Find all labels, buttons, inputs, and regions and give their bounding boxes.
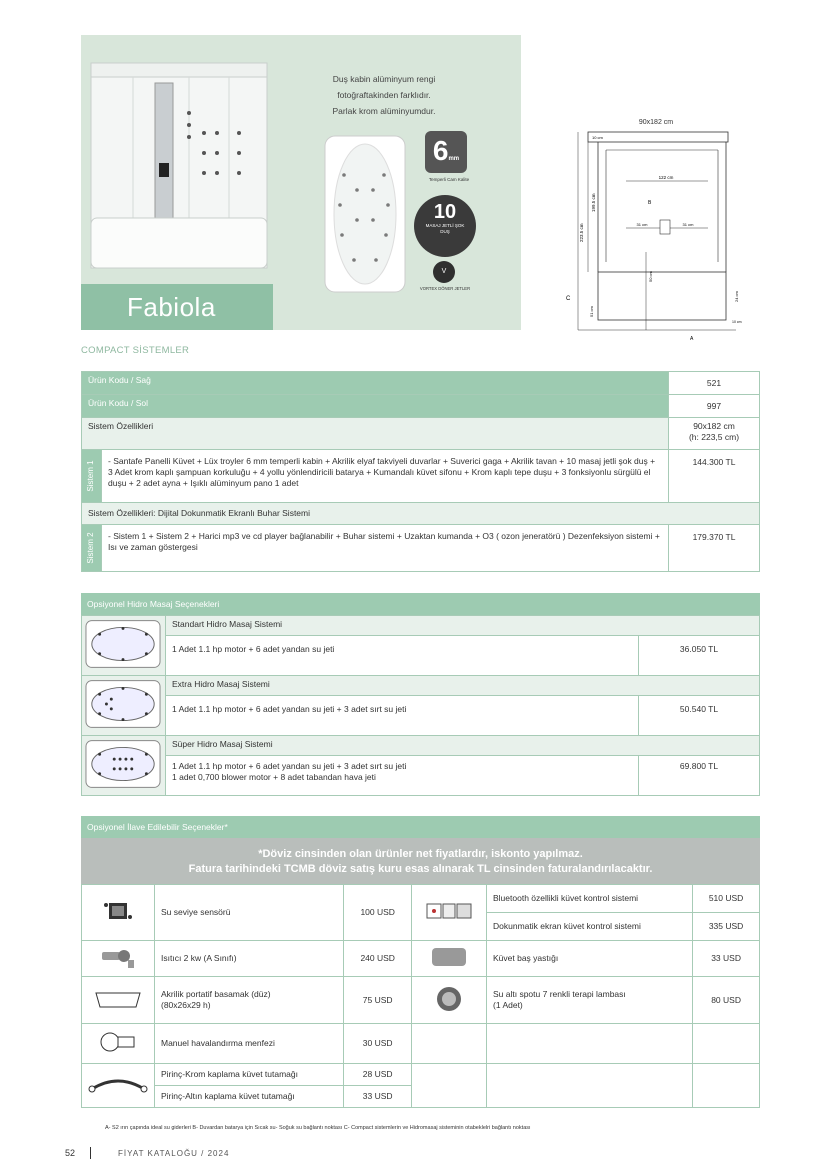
svg-text:199.5 cm: 199.5 cm <box>591 193 596 212</box>
extra-hydro-image <box>82 676 166 736</box>
svg-text:10 cm: 10 cm <box>592 135 603 140</box>
vortex-icon: V <box>433 261 455 283</box>
addon-price: 80 USD <box>693 977 760 1024</box>
hydro-option-title: Süper Hidro Masaj Sistemi <box>166 736 760 756</box>
addon-price: 30 USD <box>344 1024 412 1064</box>
svg-text:31 cm: 31 cm <box>636 222 648 227</box>
spec-table <box>81 371 760 572</box>
shower-cabin-image <box>89 53 269 283</box>
hydro-option-desc: 1 Adet 1.1 hp motor + 6 adet yandan su jeti + 3 adet sırt su jeti <box>166 696 639 736</box>
addons-table <box>81 884 760 1108</box>
step-icon <box>82 977 155 1024</box>
hydro-option-desc: 1 Adet 1.1 hp motor + 6 adet yandan su jeti <box>166 636 639 676</box>
system1-text: - Santafe Panelli Küvet + Lüx troyler 6 mm temperli kabin + Akrilik elyaf takviyeli duvarlar + Suverici gaga + Akrilik tavan + 10 masaj jetli şok duş + 3 Adet krom kaplı şampuan korkuluğu + 4 yollu yönlendiricili batarya + Kumandalı küvet sifonu + Krom kaplı tepe duşu + 3 fonksiyonlu sürgülü el duşu + 2 adet ayna + Işıklı alüminyum pano 1 adet <box>102 450 669 503</box>
addon-price: 75 USD <box>344 977 412 1024</box>
addon-price: 510 USD <box>693 885 760 913</box>
addon-label: Dokunmatik ekran küvet kontrol sistemi <box>487 913 693 941</box>
addon-price: 335 USD <box>693 913 760 941</box>
hydro-option-price: 69.800 TL <box>639 756 760 796</box>
pillow-icon <box>412 941 487 977</box>
svg-text:B: B <box>648 200 652 206</box>
code-right-label: Ürün Kodu / Sağ <box>82 372 669 395</box>
dimensions-value: 90x182 cm (h: 223,5 cm) <box>669 418 760 450</box>
currency-notice: *Döviz cinsinden olan ürünler net fiyatlardır, iskonto yapılmaz. Fatura tarihindeki TCMB döviz satış kuru esas alınarak TL cinsinden faturalandırılacaktır. <box>81 838 760 884</box>
drawing-overall: 90x182 cm <box>638 119 674 126</box>
addon-label: Akrilik portatif basamak (düz) (80x26x29 h) <box>155 977 344 1024</box>
addon-price: 240 USD <box>344 941 412 977</box>
system1-price: 144.300 TL <box>669 450 760 503</box>
product-name: Fabiola <box>81 284 273 330</box>
page-number: 52 <box>65 1148 76 1158</box>
footer-divider <box>90 1147 91 1159</box>
footnote: A- S2 ırın çapında ideal su giderleri B- Duvardan batarya için Sıcak su- Soğuk su bağlantı noktası C- Compact sistemlerin ve Hidromasaj sisteminin otabeklelri bağlantı noktası <box>105 1125 531 1131</box>
standard-hydro-image <box>82 616 166 676</box>
system2-label: Sistem Özellikleri: Dijital Dokunmatik Ekranlı Buhar Sistemi <box>82 503 760 525</box>
addon-price: 100 USD <box>344 885 412 941</box>
section-label: COMPACT SİSTEMLER <box>81 345 190 356</box>
svg-text:50 cm: 50 cm <box>648 271 653 282</box>
addon-label: Isıtıcı 2 kw (A Sınıfı) <box>155 941 344 977</box>
hydro-option-title: Standart Hidro Masaj Sistemi <box>166 616 760 636</box>
10-jet-shower-badge: 10 MASAJ JETLİ ŞOK DUŞ <box>414 195 476 257</box>
grab-handle-icon <box>82 1064 155 1108</box>
svg-text:A: A <box>690 336 694 342</box>
hydro-option-title: Extra Hidro Masaj Sistemi <box>166 676 760 696</box>
footer-title: FİYAT KATALOĞU / 2024 <box>118 1149 230 1158</box>
addon-price: 33 USD <box>344 1086 412 1108</box>
system2-side-label: Sistem 2 <box>82 525 102 572</box>
addon-label: Pirinç-Krom kaplama küvet tutamağı <box>155 1064 344 1086</box>
hydro-table <box>81 615 760 796</box>
svg-text:122 cm: 122 cm <box>658 175 674 180</box>
level-sensor-icon <box>82 885 155 941</box>
technical-drawing <box>548 112 748 342</box>
code-right-value: 521 <box>669 372 760 395</box>
addon-label: Manuel havalandırma menfezi <box>155 1024 344 1064</box>
code-left-label: Ürün Kodu / Sol <box>82 395 669 418</box>
addons-header: Opsiyonel İlave Edilebilir Seçenekler* <box>81 816 760 838</box>
hydro-header: Opsiyonel Hidro Masaj Seçenekleri <box>81 593 760 615</box>
svg-text:10 cm: 10 cm <box>732 320 742 324</box>
system2-text: - Sistem 1 + Sistem 2 + Harici mp3 ve cd player bağlanabilir + Buhar sistemi + Uzaktan kumanda + O3 ( ozon jeneratörü ) Dezenfeksiyon sistemi + Isı ve zaman göstergesi <box>102 525 669 572</box>
svg-text:24 cm: 24 cm <box>734 291 739 302</box>
hydro-option-desc: 1 Adet 1.1 hp motor + 6 adet yandan su jeti + 3 adet sırt su jeti 1 adet 0,700 blower motor + 8 adet tabandan hava jeti <box>166 756 639 796</box>
features-label: Sistem Özellikleri <box>82 418 669 450</box>
system2-price: 179.370 TL <box>669 525 760 572</box>
code-left-value: 997 <box>669 395 760 418</box>
tub-top-view-image <box>324 135 406 293</box>
addon-label: Pirinç-Altın kaplama küvet tutamağı <box>155 1086 344 1108</box>
addon-price: 33 USD <box>693 941 760 977</box>
hero-panel <box>81 35 521 330</box>
vortex-caption: VORTEX DÖNER JETLER <box>419 286 471 291</box>
vent-icon <box>82 1024 155 1064</box>
control-system-icon <box>412 885 487 941</box>
svg-text:C: C <box>566 296 571 302</box>
hydro-option-price: 50.540 TL <box>639 696 760 736</box>
hydro-option-price: 36.050 TL <box>639 636 760 676</box>
system1-side-label: Sistem 1 <box>82 450 102 503</box>
6mm-badge-caption: Temperli Cam Kalite <box>428 177 470 182</box>
svg-text:31 cm: 31 cm <box>682 222 694 227</box>
color-note: Duş kabin alüminyum rengi fotoğraftakinden farklıdır. Parlak krom alüminyumdur. <box>332 74 436 116</box>
underwater-light-icon <box>412 977 487 1024</box>
addon-price: 28 USD <box>344 1064 412 1086</box>
svg-text:223.5 cm: 223.5 cm <box>579 223 584 242</box>
heater-icon <box>82 941 155 977</box>
6mm-glass-badge: 6mm <box>425 131 467 173</box>
addon-label: Su seviye sensörü <box>155 885 344 941</box>
addon-label: Bluetooth özellikli küvet kontrol sistemi <box>487 885 693 913</box>
addon-label: Küvet baş yastığı <box>487 941 693 977</box>
addon-label: Su altı spotu 7 renkli terapi lambası (1 Adet) <box>487 977 693 1024</box>
super-hydro-image <box>82 736 166 796</box>
svg-text:51 cm: 51 cm <box>589 306 594 317</box>
